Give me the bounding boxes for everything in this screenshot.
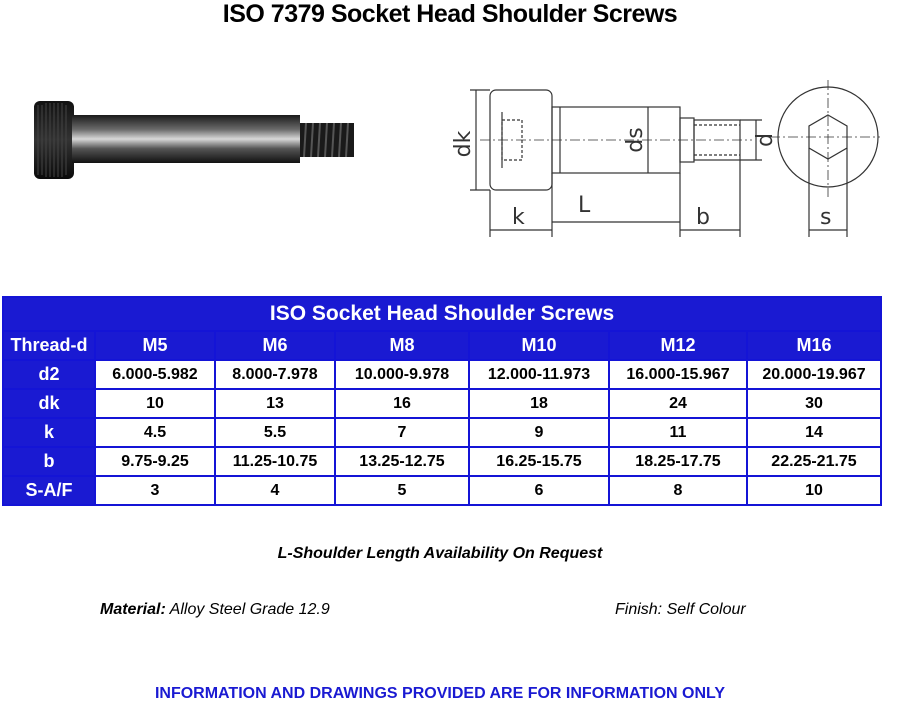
page-title: ISO 7379 Socket Head Shoulder Screws — [222, 0, 678, 28]
material-line — [100, 601, 330, 619]
row-label: S-A/F — [3, 476, 95, 505]
size-header: M5 — [95, 331, 215, 360]
row-label: d2 — [3, 360, 95, 389]
label-ds: ds — [623, 127, 648, 153]
table-row — [3, 447, 881, 476]
table-cell: 24 — [609, 389, 747, 418]
table-cell: 16.25-15.75 — [469, 447, 609, 476]
table-cell: 5.5 — [215, 418, 335, 447]
table-cell: 9 — [469, 418, 609, 447]
label-k: k — [512, 205, 525, 230]
label-b: b — [696, 205, 710, 230]
table-cell: 14 — [747, 418, 881, 447]
table-cell: 10 — [747, 476, 881, 505]
label-d: d — [753, 133, 778, 147]
table-cell: 4 — [215, 476, 335, 505]
label-s: s — [820, 205, 832, 230]
table-cell: 18.25-17.75 — [609, 447, 747, 476]
table-caption: ISO Socket Head Shoulder Screws — [3, 297, 881, 331]
screw-photo — [28, 85, 368, 195]
size-header: M12 — [609, 331, 747, 360]
label-dk: dk — [451, 130, 476, 158]
disclaimer: INFORMATION AND DRAWINGS PROVIDED ARE FOR INFORMATION ONLY — [154, 685, 726, 702]
table-cell: 10.000-9.978 — [335, 360, 469, 389]
table-cell: 8.000-7.978 — [215, 360, 335, 389]
table-cell: 16.000-15.967 — [609, 360, 747, 389]
material-label: Material: — [100, 601, 166, 618]
table-cell: 4.5 — [95, 418, 215, 447]
table-cell: 30 — [747, 389, 881, 418]
shoulder-length-note: L-Shoulder Length Availability On Request — [277, 545, 603, 562]
table-cell: 13 — [215, 389, 335, 418]
row-label: dk — [3, 389, 95, 418]
technical-drawing — [440, 32, 880, 257]
table-row — [3, 389, 881, 418]
finish-line: Finish: Self Colour — [615, 601, 746, 618]
row-label: b — [3, 447, 95, 476]
table-row — [3, 476, 881, 505]
table-cell: 8 — [609, 476, 747, 505]
table-row — [3, 418, 881, 447]
table-cell: 9.75-9.25 — [95, 447, 215, 476]
size-header: M6 — [215, 331, 335, 360]
table-cell: 10 — [95, 389, 215, 418]
size-header: M10 — [469, 331, 609, 360]
row-label: k — [3, 418, 95, 447]
table-cell: 11.25-10.75 — [215, 447, 335, 476]
label-L: L — [578, 193, 591, 218]
header-label: Thread-d — [3, 331, 95, 360]
table-row — [3, 360, 881, 389]
size-header: M8 — [335, 331, 469, 360]
material-value: Alloy Steel Grade 12.9 — [169, 601, 330, 618]
table-cell: 13.25-12.75 — [335, 447, 469, 476]
size-header: M16 — [747, 331, 881, 360]
table-cell: 6.000-5.982 — [95, 360, 215, 389]
table-cell: 7 — [335, 418, 469, 447]
table-header-row — [3, 331, 881, 360]
table-cell: 20.000-19.967 — [747, 360, 881, 389]
table-cell: 18 — [469, 389, 609, 418]
table-cell: 6 — [469, 476, 609, 505]
table-cell: 16 — [335, 389, 469, 418]
table-cell: 3 — [95, 476, 215, 505]
table-cell: 12.000-11.973 — [469, 360, 609, 389]
table-cell: 11 — [609, 418, 747, 447]
spec-table — [2, 296, 882, 506]
table-cell: 5 — [335, 476, 469, 505]
table-cell: 22.25-21.75 — [747, 447, 881, 476]
